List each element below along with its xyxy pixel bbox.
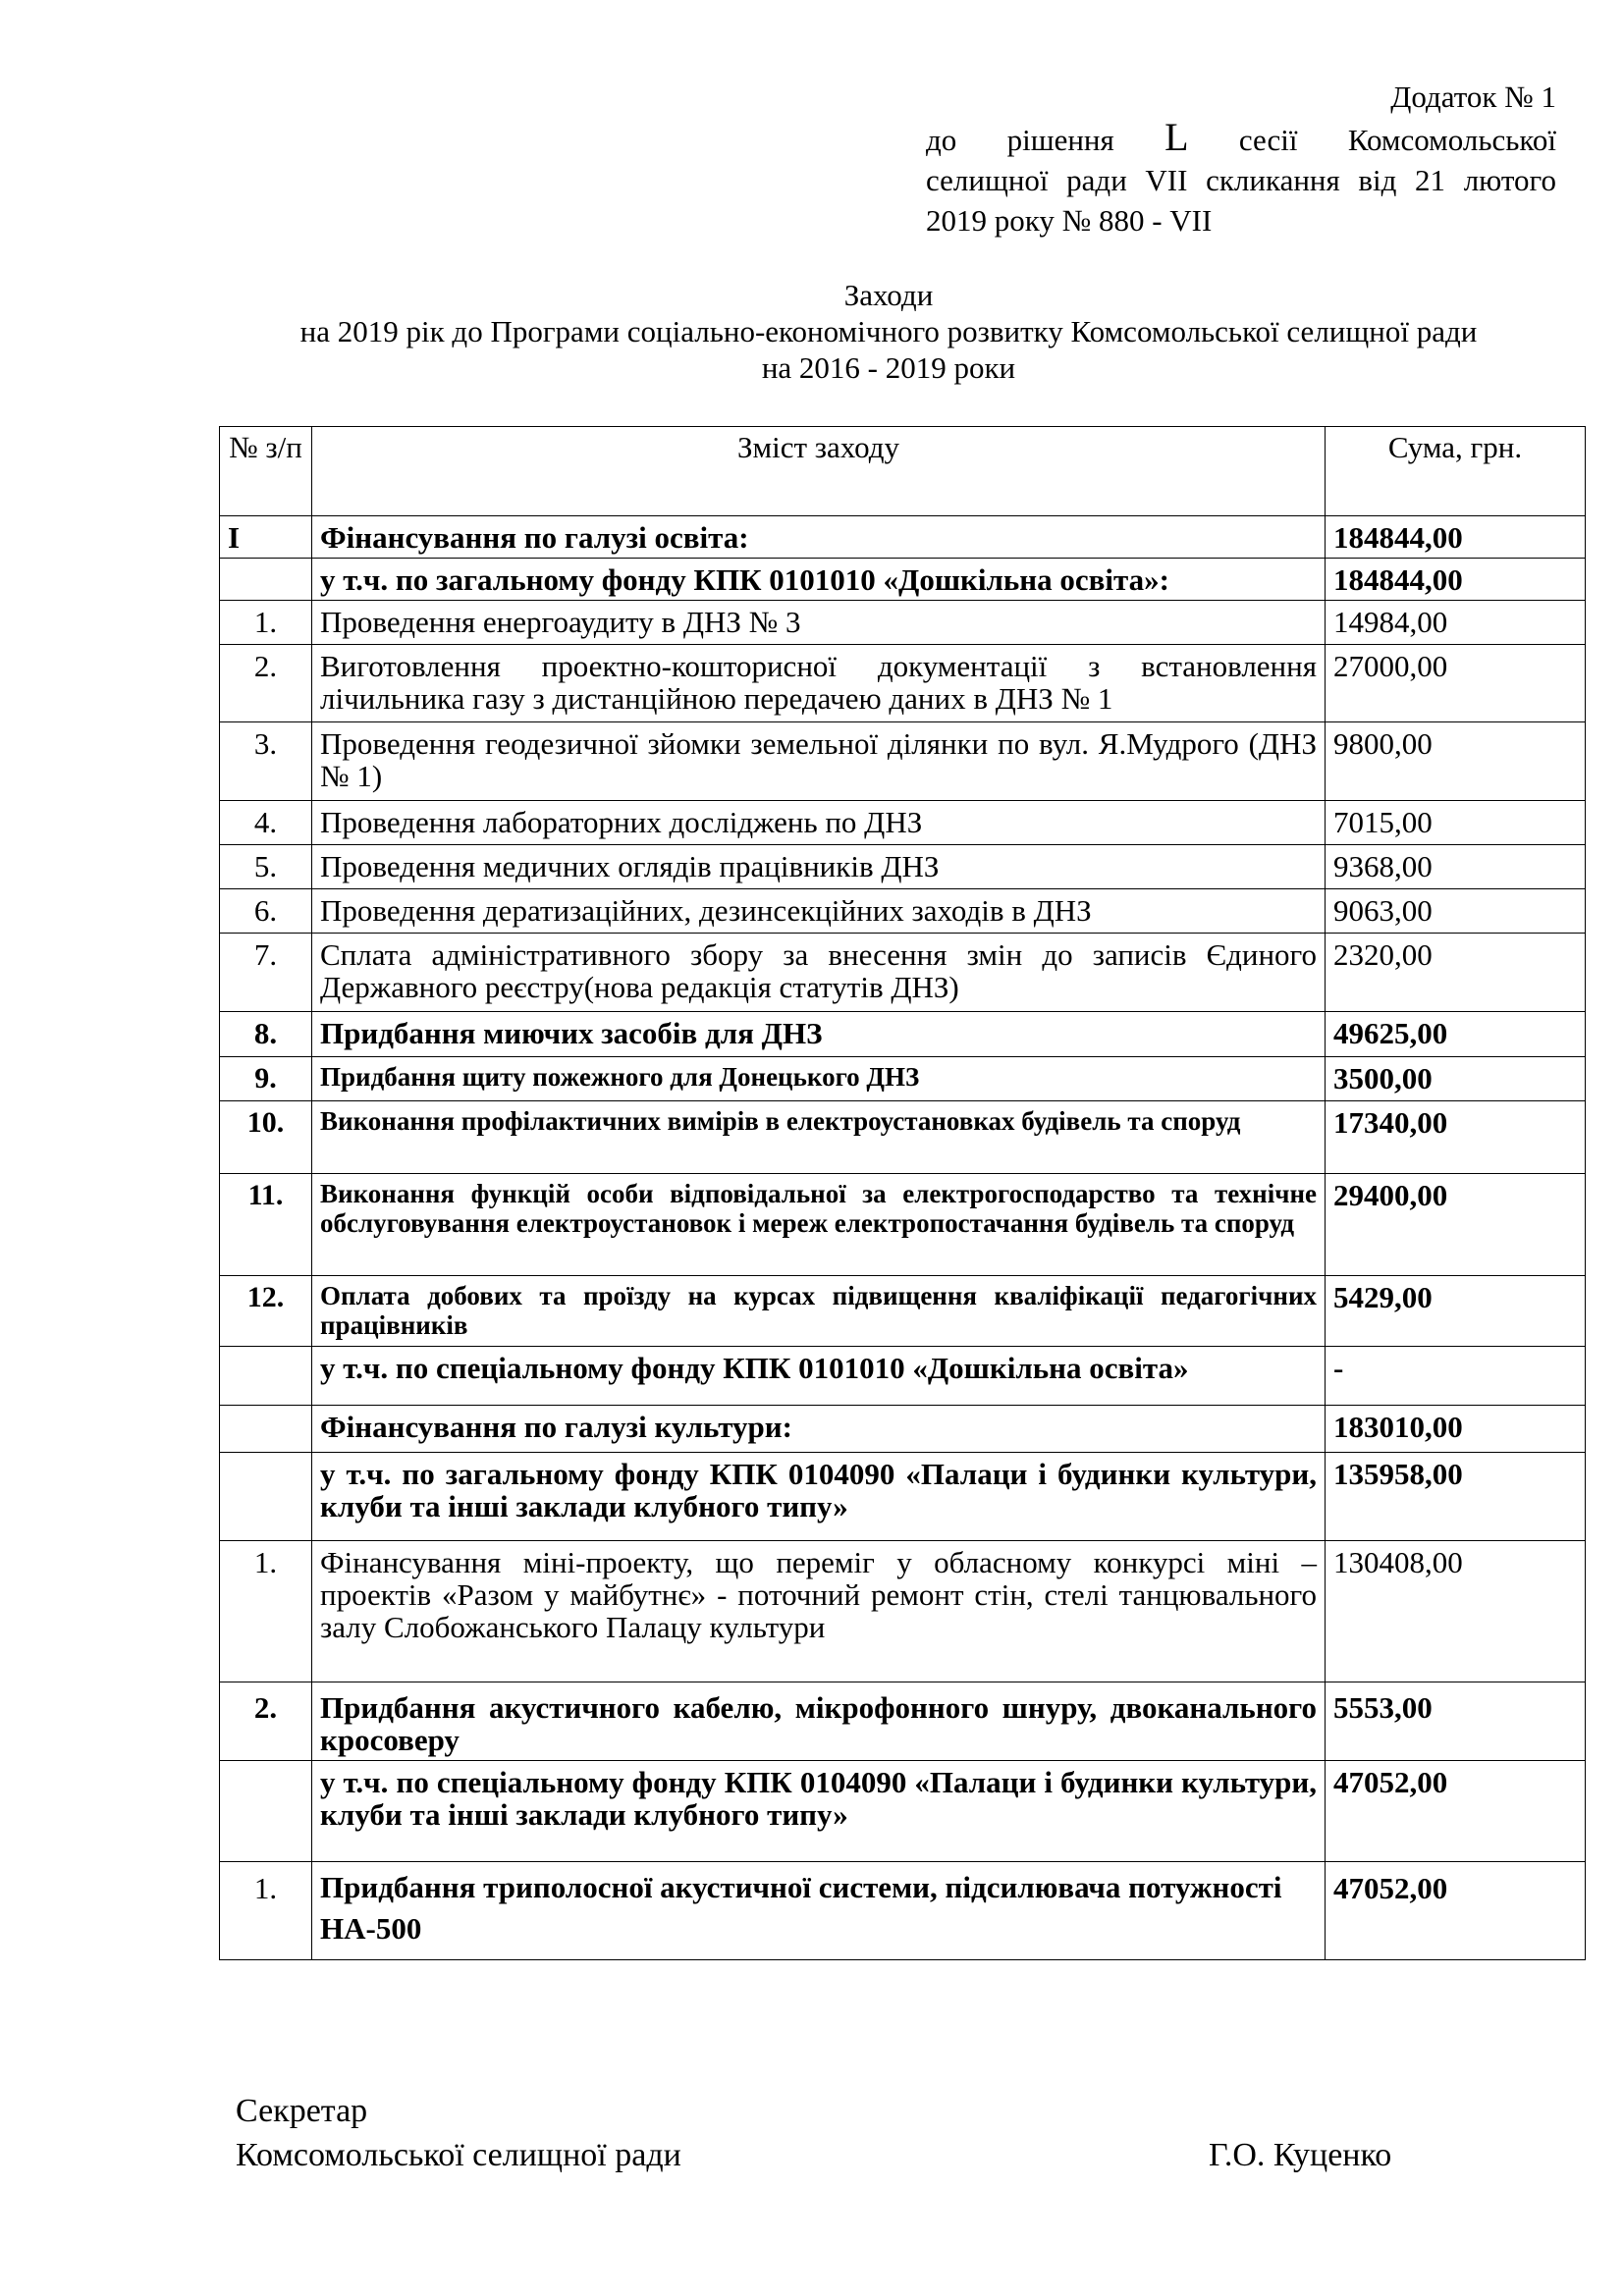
measures-table (219, 426, 1586, 1960)
row-number (220, 1453, 312, 1541)
table-row (220, 1174, 1586, 1276)
row-number: 12. (220, 1276, 312, 1347)
row-sum: 29400,00 (1326, 1174, 1586, 1276)
header-content: Зміст заходу (312, 427, 1326, 516)
row-sum: 5553,00 (1326, 1682, 1586, 1761)
row-number: 4. (220, 801, 312, 845)
row-number: 2. (220, 1682, 312, 1761)
row-sum: 3500,00 (1326, 1057, 1586, 1101)
table-row (220, 1101, 1586, 1174)
row-number: I (220, 516, 312, 559)
row-sum: 184844,00 (1326, 516, 1586, 559)
appendix-council-line: селищної ради VII скликання від 21 лютого (926, 163, 1556, 197)
row-sum: - (1326, 1347, 1586, 1406)
appendix-session-number: L (1164, 115, 1189, 159)
row-content: Проведення медичних оглядів працівників ДНЗ (312, 845, 1326, 889)
table-row (220, 1453, 1586, 1541)
row-content: Фінансування міні-проекту, що переміг у обласному конкурсі міні – проектів «Разом у майбутнє» - поточний ремонт стін, стелі танцювального залу Слобожанського Палацу культури (312, 1541, 1326, 1682)
appendix-decision-line (926, 117, 1556, 160)
row-content: Придбання триполосної акустичної системи, підсилювача потужності НА-500 (312, 1862, 1326, 1960)
row-content: Оплата добових та проїзду на курсах підвищення кваліфікації педагогічних працівників (312, 1276, 1326, 1347)
document-title (211, 277, 1566, 386)
row-content: Придбання миючих засобів для ДНЗ (312, 1012, 1326, 1057)
row-content: у т.ч. по загальному фонду КПК 0101010 «Дошкільна освіта»: (312, 559, 1326, 601)
row-content: Проведення дератизаційних, дезинсекційних заходів в ДНЗ (312, 889, 1326, 934)
table-row (220, 1276, 1586, 1347)
appendix-date-line: 2019 року № 880 - VII (926, 203, 1213, 238)
row-content: Придбання щиту пожежного для Донецького ДНЗ (312, 1057, 1326, 1101)
row-number (220, 1761, 312, 1862)
row-sum: 135958,00 (1326, 1453, 1586, 1541)
row-number: 8. (220, 1012, 312, 1057)
row-sum: 49625,00 (1326, 1012, 1586, 1057)
row-sum: 27000,00 (1326, 645, 1586, 722)
row-number: 6. (220, 889, 312, 934)
appendix-number: Додаток № 1 (1390, 80, 1556, 114)
appendix-decision-prefix: до рішення (926, 123, 1114, 157)
row-sum: 184844,00 (1326, 559, 1586, 601)
row-sum: 17340,00 (1326, 1101, 1586, 1174)
header-sum: Сума, грн. (1326, 427, 1586, 516)
row-sum: 9368,00 (1326, 845, 1586, 889)
row-sum: 47052,00 (1326, 1761, 1586, 1862)
row-content: Виконання профілактичних вимірів в електроустановках будівель та споруд (312, 1101, 1326, 1174)
table-row (220, 1057, 1586, 1101)
signature-organization: Комсомольської селищної ради (236, 2137, 681, 2173)
row-content: Придбання акустичного кабелю, мікрофонного шнуру, двоканального кросоверу (312, 1682, 1326, 1761)
row-number: 10. (220, 1101, 312, 1174)
row-number: 2. (220, 645, 312, 722)
table-row (220, 845, 1586, 889)
row-sum: 183010,00 (1326, 1406, 1586, 1453)
row-sum: 9063,00 (1326, 889, 1586, 934)
title-line-2: на 2019 рік до Програми соціально-економічного розвитку Комсомольської селищної ради (299, 314, 1478, 348)
title-line-1: Заходи (843, 278, 934, 312)
row-sum: 5429,00 (1326, 1276, 1586, 1347)
row-number (220, 1406, 312, 1453)
table-row (220, 559, 1586, 601)
row-number: 7. (220, 934, 312, 1012)
row-content: Сплата адміністративного збору за внесення змін до записів Єдиного Державного реєстру(нова редакція статутів ДНЗ) (312, 934, 1326, 1012)
row-number: 1. (220, 1862, 312, 1960)
row-content: Фінансування по галузі освіта: (312, 516, 1326, 559)
row-content: Проведення лабораторних досліджень по ДНЗ (312, 801, 1326, 845)
row-sum: 130408,00 (1326, 1541, 1586, 1682)
row-number: 1. (220, 601, 312, 645)
row-number: 11. (220, 1174, 312, 1276)
row-content: Фінансування по галузі культури: (312, 1406, 1326, 1453)
row-sum: 7015,00 (1326, 801, 1586, 845)
row-content: Проведення енергоаудиту в ДНЗ № 3 (312, 601, 1326, 645)
row-number (220, 559, 312, 601)
row-content: Виконання функцій особи відповідальної за електрогосподарство та технічне обслуговування електроустановок і мереж електропостачання будівель та споруд (312, 1174, 1326, 1276)
row-content: у т.ч. по спеціальному фонду КПК 0104090 «Палаци і будинки культури, клуби та інші заклади клубного типу» (312, 1761, 1326, 1862)
table-header-row (220, 427, 1586, 516)
table-row (220, 516, 1586, 559)
row-content: у т.ч. по загальному фонду КПК 0104090 «Палаци і будинки культури, клуби та інші заклади клубного типу» (312, 1453, 1326, 1541)
table-row (220, 1761, 1586, 1862)
row-number: 1. (220, 1541, 312, 1682)
table-row (220, 601, 1586, 645)
row-sum: 9800,00 (1326, 722, 1586, 801)
row-number: 5. (220, 845, 312, 889)
table-row (220, 1347, 1586, 1406)
table-row (220, 1406, 1586, 1453)
row-sum: 14984,00 (1326, 601, 1586, 645)
header-number: № з/п (220, 427, 312, 516)
table-row (220, 722, 1586, 801)
row-content: Проведення геодезичної зйомки земельної ділянки по вул. Я.Мудрого (ДНЗ № 1) (312, 722, 1326, 801)
signature-position: Секретар (236, 2093, 368, 2129)
row-number: 3. (220, 722, 312, 801)
row-content: у т.ч. по спеціальному фонду КПК 0101010 «Дошкільна освіта» (312, 1347, 1326, 1406)
table-row (220, 801, 1586, 845)
table-row (220, 934, 1586, 1012)
table-row (220, 1682, 1586, 1761)
row-content: Виготовлення проектно-кошторисної документації з встановлення лічильника газу з дистанційною передачею даних в ДНЗ № 1 (312, 645, 1326, 722)
appendix-decision-suffix: сесії Комсомольської (1238, 123, 1556, 157)
table-row (220, 889, 1586, 934)
title-line-3: на 2016 - 2019 роки (761, 350, 1016, 385)
signature-title (236, 2089, 681, 2177)
row-number (220, 1347, 312, 1406)
row-sum: 47052,00 (1326, 1862, 1586, 1960)
appendix-block (926, 77, 1556, 240)
row-number: 9. (220, 1057, 312, 1101)
table-row (220, 1541, 1586, 1682)
table-row (220, 1012, 1586, 1057)
table-row (220, 645, 1586, 722)
row-sum: 2320,00 (1326, 934, 1586, 1012)
signature-name: Г.О. Куценко (1209, 2137, 1392, 2173)
table-row (220, 1862, 1586, 1960)
